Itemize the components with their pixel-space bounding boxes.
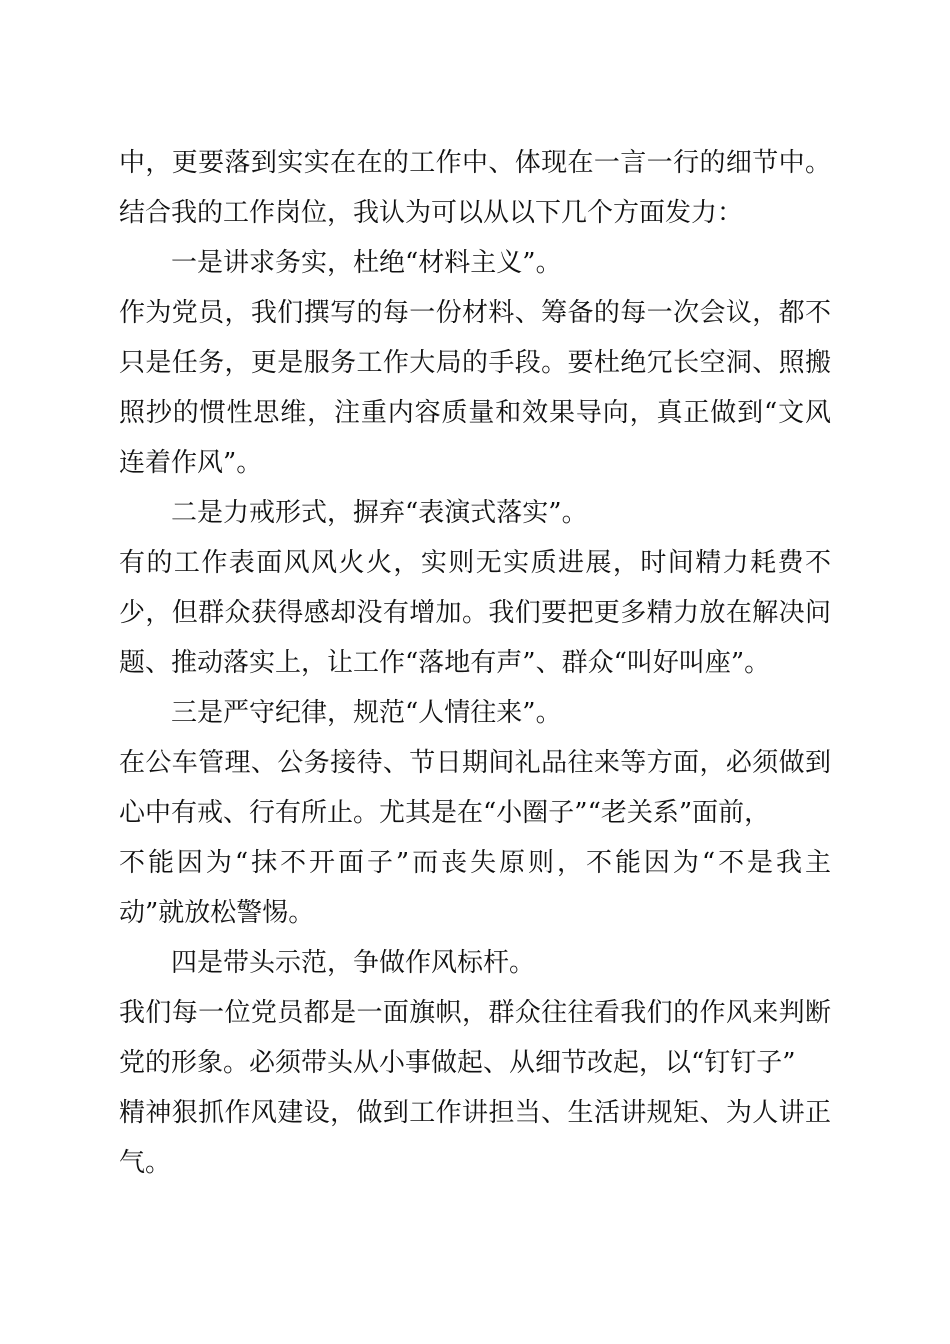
body-line: 少，但群众获得感却没有增加。我们要把更多精力放在解决问 — [119, 598, 831, 628]
body-line: 我们每一位党员都是一面旗帜，群众往往看我们的作风来判断 — [119, 998, 831, 1028]
body-line: 精神狠抓作风建设，做到工作讲担当、生活讲规矩、为人讲正 — [119, 1098, 831, 1128]
body-line: 动”就放松警惕。 — [119, 898, 315, 928]
body-line: 在公车管理、公务接待、节日期间礼品往来等方面，必须做到 — [119, 748, 831, 778]
body-line: 题、推动落实上，让工作“落地有声”、群众“叫好叫座”。 — [119, 648, 771, 678]
section-heading-1: 一是讲求务实，杜绝“材料主义”。 — [171, 248, 562, 278]
body-line: 照抄的惯性思维，注重内容质量和效果导向，真正做到“文风 — [119, 398, 831, 428]
body-line: 有的工作表面风风火火，实则无实质进展，时间精力耗费不 — [119, 548, 831, 578]
document-body — [119, 138, 831, 1188]
body-line: 结合我的工作岗位，我认为可以从以下几个方面发力： — [119, 198, 744, 228]
section-heading-4: 四是带头示范，争做作风标杆。 — [171, 948, 536, 978]
section-heading-3: 三是严守纪律，规范“人情往来”。 — [171, 698, 562, 728]
body-line: 心中有戒、行有所止。尤其是在“小圈子”“老关系”面前， — [119, 798, 771, 828]
body-line: 中，更要落到实实在在的工作中、体现在一言一行的细节中。 — [119, 148, 831, 178]
body-line: 作为党员，我们撰写的每一份材料、筹备的每一次会议，都不 — [119, 298, 831, 328]
body-line: 只是任务，更是服务工作大局的手段。要杜绝冗长空洞、照搬 — [119, 348, 831, 378]
body-line: 党的形象。必须带头从小事做起、从细节改起，以“钉钉子” — [119, 1048, 796, 1078]
body-line: 不能因为“抹不开面子”而丧失原则，不能因为“不是我主 — [119, 848, 831, 878]
section-heading-2: 二是力戒形式，摒弃“表演式落实”。 — [171, 498, 588, 528]
body-line: 连着作风”。 — [119, 448, 263, 478]
body-line: 气。 — [119, 1148, 172, 1178]
